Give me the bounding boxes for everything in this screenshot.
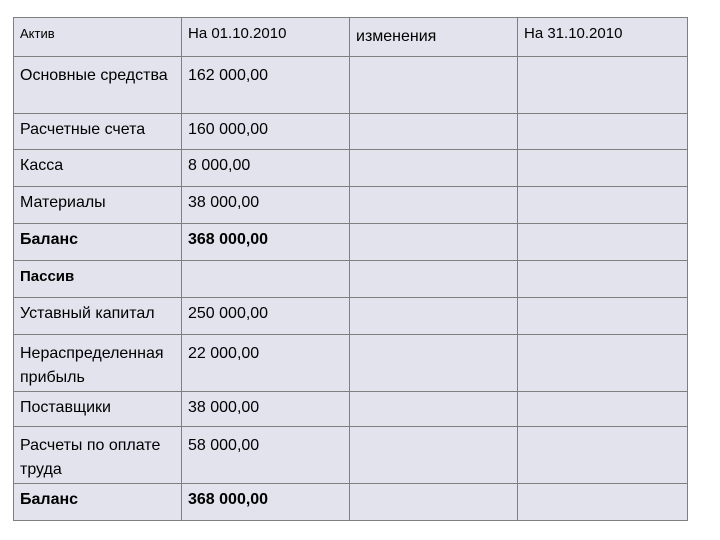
row-value-end	[518, 392, 688, 427]
section-empty-cell	[182, 261, 350, 298]
row-value-change	[350, 187, 518, 224]
row-value-end	[518, 114, 688, 150]
section-title-liabilities: Пассив	[14, 261, 182, 298]
row-label: Уставный капитал	[14, 298, 182, 335]
total-value-start: 368 000,00	[182, 484, 350, 521]
row-value-change	[350, 114, 518, 150]
row-value-start: 58 000,00	[182, 427, 350, 484]
table-row	[14, 335, 688, 392]
table-row	[14, 187, 688, 224]
row-value-change	[350, 427, 518, 484]
row-label: Расчеты по оплате труда	[14, 427, 182, 484]
table-row	[14, 57, 688, 114]
row-value-change	[350, 335, 518, 392]
section-header-row	[14, 261, 688, 298]
row-label: Поставщики	[14, 392, 182, 427]
section-empty-cell	[350, 261, 518, 298]
row-value-change	[350, 392, 518, 427]
row-value-end	[518, 150, 688, 187]
row-value-start: 8 000,00	[182, 150, 350, 187]
total-label: Баланс	[14, 224, 182, 261]
row-value-change	[350, 57, 518, 114]
total-value-end	[518, 484, 688, 521]
row-label: Нераспределенная прибыль	[14, 335, 182, 392]
row-value-start: 38 000,00	[182, 392, 350, 427]
row-value-start: 160 000,00	[182, 114, 350, 150]
header-date-start: На 01.10.2010	[182, 18, 350, 57]
table-row-total	[14, 484, 688, 521]
table-row	[14, 150, 688, 187]
table-row	[14, 114, 688, 150]
total-value-start: 368 000,00	[182, 224, 350, 261]
table-header-row	[14, 18, 688, 57]
table-row	[14, 298, 688, 335]
total-value-change	[350, 484, 518, 521]
total-value-change	[350, 224, 518, 261]
row-label: Касса	[14, 150, 182, 187]
table-row	[14, 392, 688, 427]
header-asset: Актив	[14, 18, 182, 57]
row-label: Основные средства	[14, 57, 182, 114]
row-value-end	[518, 298, 688, 335]
header-changes: изменения	[350, 18, 518, 57]
row-value-change	[350, 298, 518, 335]
row-value-start: 38 000,00	[182, 187, 350, 224]
row-value-start: 250 000,00	[182, 298, 350, 335]
row-value-start: 162 000,00	[182, 57, 350, 114]
row-value-change	[350, 150, 518, 187]
row-value-end	[518, 335, 688, 392]
row-label: Расчетные счета	[14, 114, 182, 150]
header-date-end: На 31.10.2010	[518, 18, 688, 57]
row-value-end	[518, 187, 688, 224]
total-label: Баланс	[14, 484, 182, 521]
table-row	[14, 427, 688, 484]
balance-table	[13, 17, 688, 521]
row-value-start: 22 000,00	[182, 335, 350, 392]
row-value-end	[518, 427, 688, 484]
section-empty-cell	[518, 261, 688, 298]
total-value-end	[518, 224, 688, 261]
row-label: Материалы	[14, 187, 182, 224]
table-row-total	[14, 224, 688, 261]
row-value-end	[518, 57, 688, 114]
